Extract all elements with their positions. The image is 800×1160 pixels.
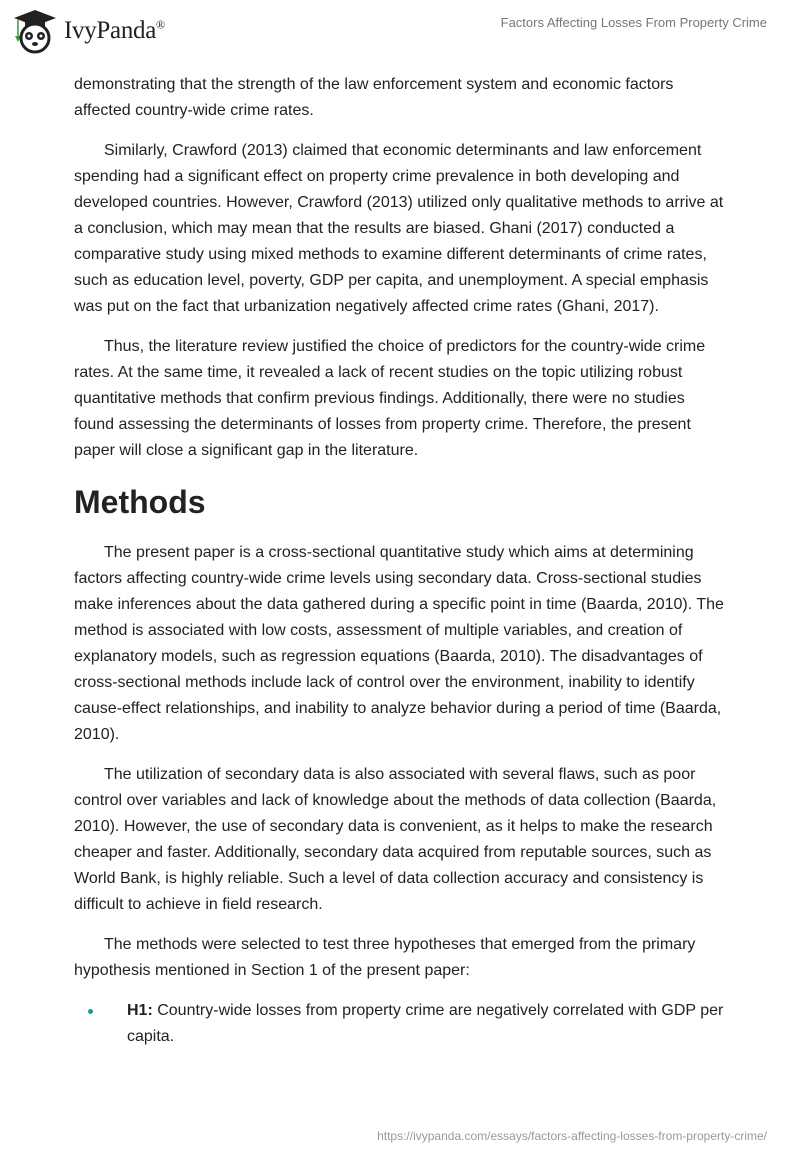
document-title: Factors Affecting Losses From Property Crime xyxy=(500,15,767,30)
paragraph: The present paper is a cross-sectional quantitative study which aims at determining factors affecting country-wide crime levels using secondary data. Cross-sectional studies make inferences about the data gathered during a specific point in time (Baarda, 2010). The method is associated with low costs, assessment of multiple variables, and creation of explanatory models, such as regression equations (Baarda, 2010). The disadvantages of cross-sectional methods include lack of control over the environment, inability to identify cause-effect relationships, and inability to analyze behavior during a period of time (Baarda, 2010). xyxy=(74,544,724,743)
page-header xyxy=(0,0,800,60)
paragraph: The utilization of secondary data is also associated with several flaws, such as poor control over variables and lack of knowledge about the methods of data collection (Baarda, 2010). However, the use of secondary data is convenient, as it helps to make the research cheaper and faster. Additionally, secondary data acquired from reputable sources, such as World Bank, is highly reliable. Such a level of data collection accuracy and consistency is difficult to achieve in field research. xyxy=(74,766,717,913)
bullet-icon xyxy=(88,1009,93,1014)
panda-graduate-icon xyxy=(12,8,58,54)
paragraph: Thus, the literature review justified the choice of predictors for the country-wide crime rates. At the same time, it revealed a lack of recent studies on the topic utilizing robust quantitative methods that confirm previous findings. Additionally, there were no studies found assessing the determinants of losses from property crime. Therefore, the present paper will close a significant gap in the literature. xyxy=(74,338,706,459)
logo-text: IvyPanda® xyxy=(64,17,165,44)
hypothesis-text: Country-wide losses from property crime are negatively correlated with GDP per capita. xyxy=(127,1002,724,1045)
paragraph: demonstrating that the strength of the law enforcement system and economic factors affected country-wide crime rates. xyxy=(74,76,674,119)
section-heading-methods: Methods xyxy=(74,484,206,520)
list-item xyxy=(74,998,726,1050)
article-body xyxy=(74,72,726,1050)
hypothesis-label: H1: xyxy=(127,1002,153,1019)
ivypanda-logo[interactable] xyxy=(12,8,165,54)
source-url[interactable]: https://ivypanda.com/essays/factors-affecting-losses-from-property-crime/ xyxy=(377,1129,767,1143)
paragraph: The methods were selected to test three hypotheses that emerged from the primary hypothesis mentioned in Section 1 of the present paper: xyxy=(74,936,696,979)
hypotheses-list xyxy=(74,998,726,1050)
paragraph: Similarly, Crawford (2013) claimed that economic determinants and law enforcement spending had a significant effect on property crime prevalence in both developing and developed countries. However, Crawford (2013) utilized only qualitative methods to arrive at a conclusion, which may mean that the results are biased. Ghani (2017) conducted a comparative study using mixed methods to examine different determinants of crime rates, such as education level, poverty, GDP per capita, and unemployment. A special emphasis was put on the fact that urbanization negatively affected crime rates (Ghani, 2017). xyxy=(74,142,724,315)
